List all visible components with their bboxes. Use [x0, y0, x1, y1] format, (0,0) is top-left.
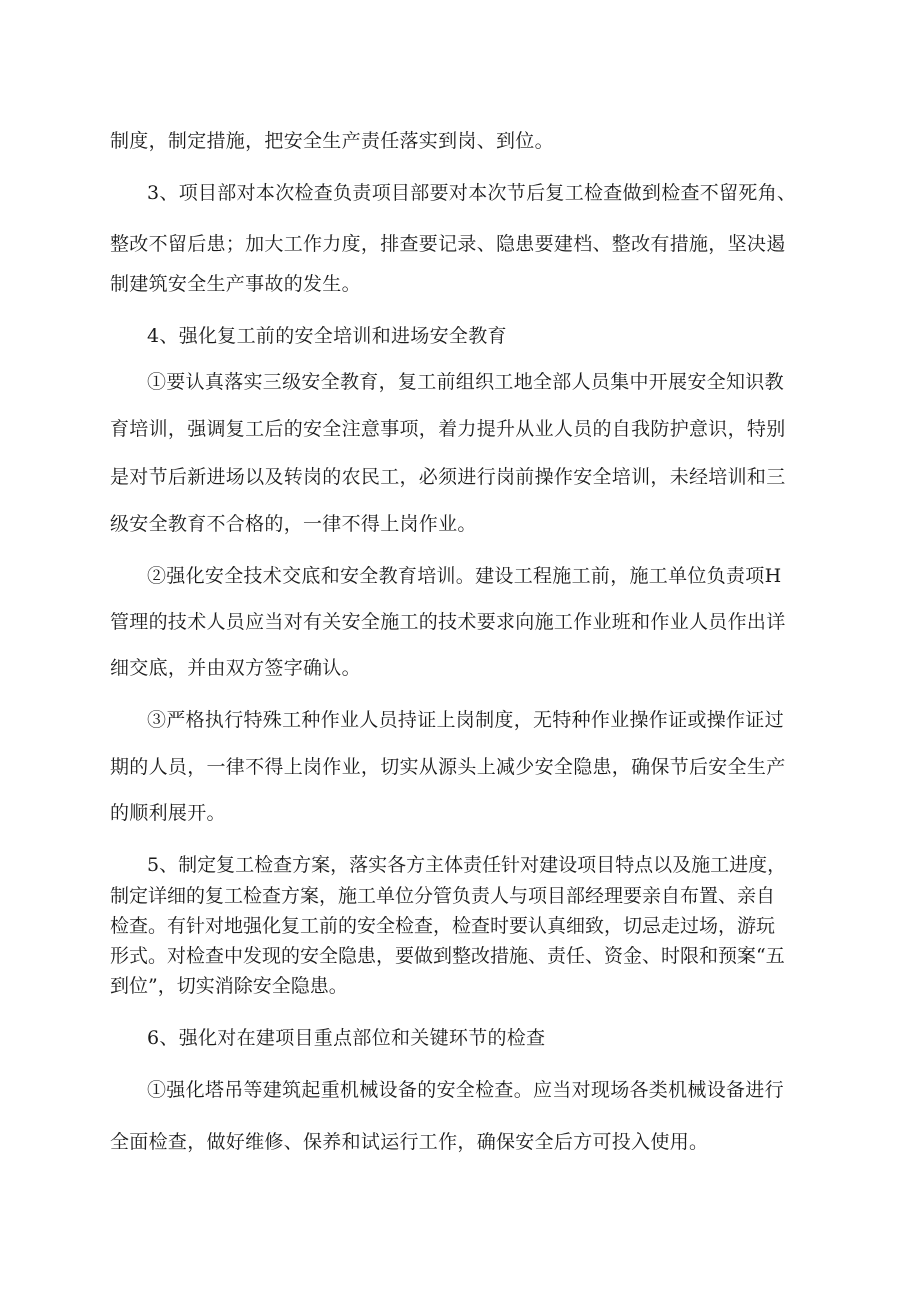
- text-line: ②强化安全技术交底和安全教育培训。建设工程施工前，施工单位负责项H: [147, 565, 782, 587]
- text-line: 检查。有针对地强化复工前的安全检查，检查时要认真细致，切忌走过场，游玩: [110, 915, 776, 937]
- text-line: ①要认真落实三级安全教育，复工前组织工地全部人员集中开展安全知识教: [147, 371, 784, 393]
- text-line: 管理的技术人员应当对有关安全施工的技术要求向施工作业班和作业人员作出详: [110, 611, 786, 633]
- text-line: 3、项目部对本次检查负责项目部要对本次节后复工检查做到检查不留死角、: [147, 182, 797, 204]
- text-line: ①强化塔吊等建筑起重机械设备的安全检查。应当对现场各类机械设备进行: [147, 1079, 784, 1101]
- text-line: 形式。对检查中发现的安全隐患，要做到整改措施、责任、资金、时限和预案“五: [110, 945, 785, 967]
- text-line: 到位”，切实消除安全隐患。: [110, 975, 348, 997]
- text-line: 全面检查，做好维修、保养和试运行工作，确保安全后方可投入使用。: [110, 1131, 709, 1153]
- text-line: 整改不留后患；加大工作力度，排查要记录、隐患要建档、整改有措施，坚决遏: [110, 233, 786, 255]
- text-line: 5、制定复工检查方案，落实各方主体责任针对建设项目特点以及施工进度，: [147, 854, 787, 876]
- text-line: 育培训，强调复工后的安全注意事项，着力提升从业人员的自我防护意识，特别: [110, 418, 786, 440]
- text-line: 是对节后新进场以及转岗的农民工，必须进行岗前操作安全培训，未经培训和三: [110, 466, 786, 488]
- text-line: 的顺利展开。: [110, 802, 226, 824]
- text-line: ③严格执行特殊工种作业人员持证上岗制度，无特种作业操作证或操作证过: [147, 709, 784, 731]
- text-line: 级安全教育不合格的，一律不得上岗作业。: [110, 513, 477, 535]
- text-line: 6、强化对在建项目重点部位和关键环节的检查: [147, 1027, 546, 1049]
- text-line: 制定详细的复工检查方案，施工单位分管负责人与项目部经理要亲自布置、亲自: [110, 885, 776, 907]
- text-line: 制度，制定措施，把安全生产责任落实到岗、到位。: [110, 130, 554, 152]
- text-line: 细交底，并由双方签字确认。: [110, 657, 361, 679]
- text-line: 4、强化复工前的安全培训和进场安全教育: [147, 325, 507, 347]
- text-line: 制建筑安全生产事故的发生。: [110, 273, 361, 295]
- text-line: 期的人员，一律不得上岗作业，切实从源头上减少安全隐患，确保节后安全生产: [110, 756, 786, 778]
